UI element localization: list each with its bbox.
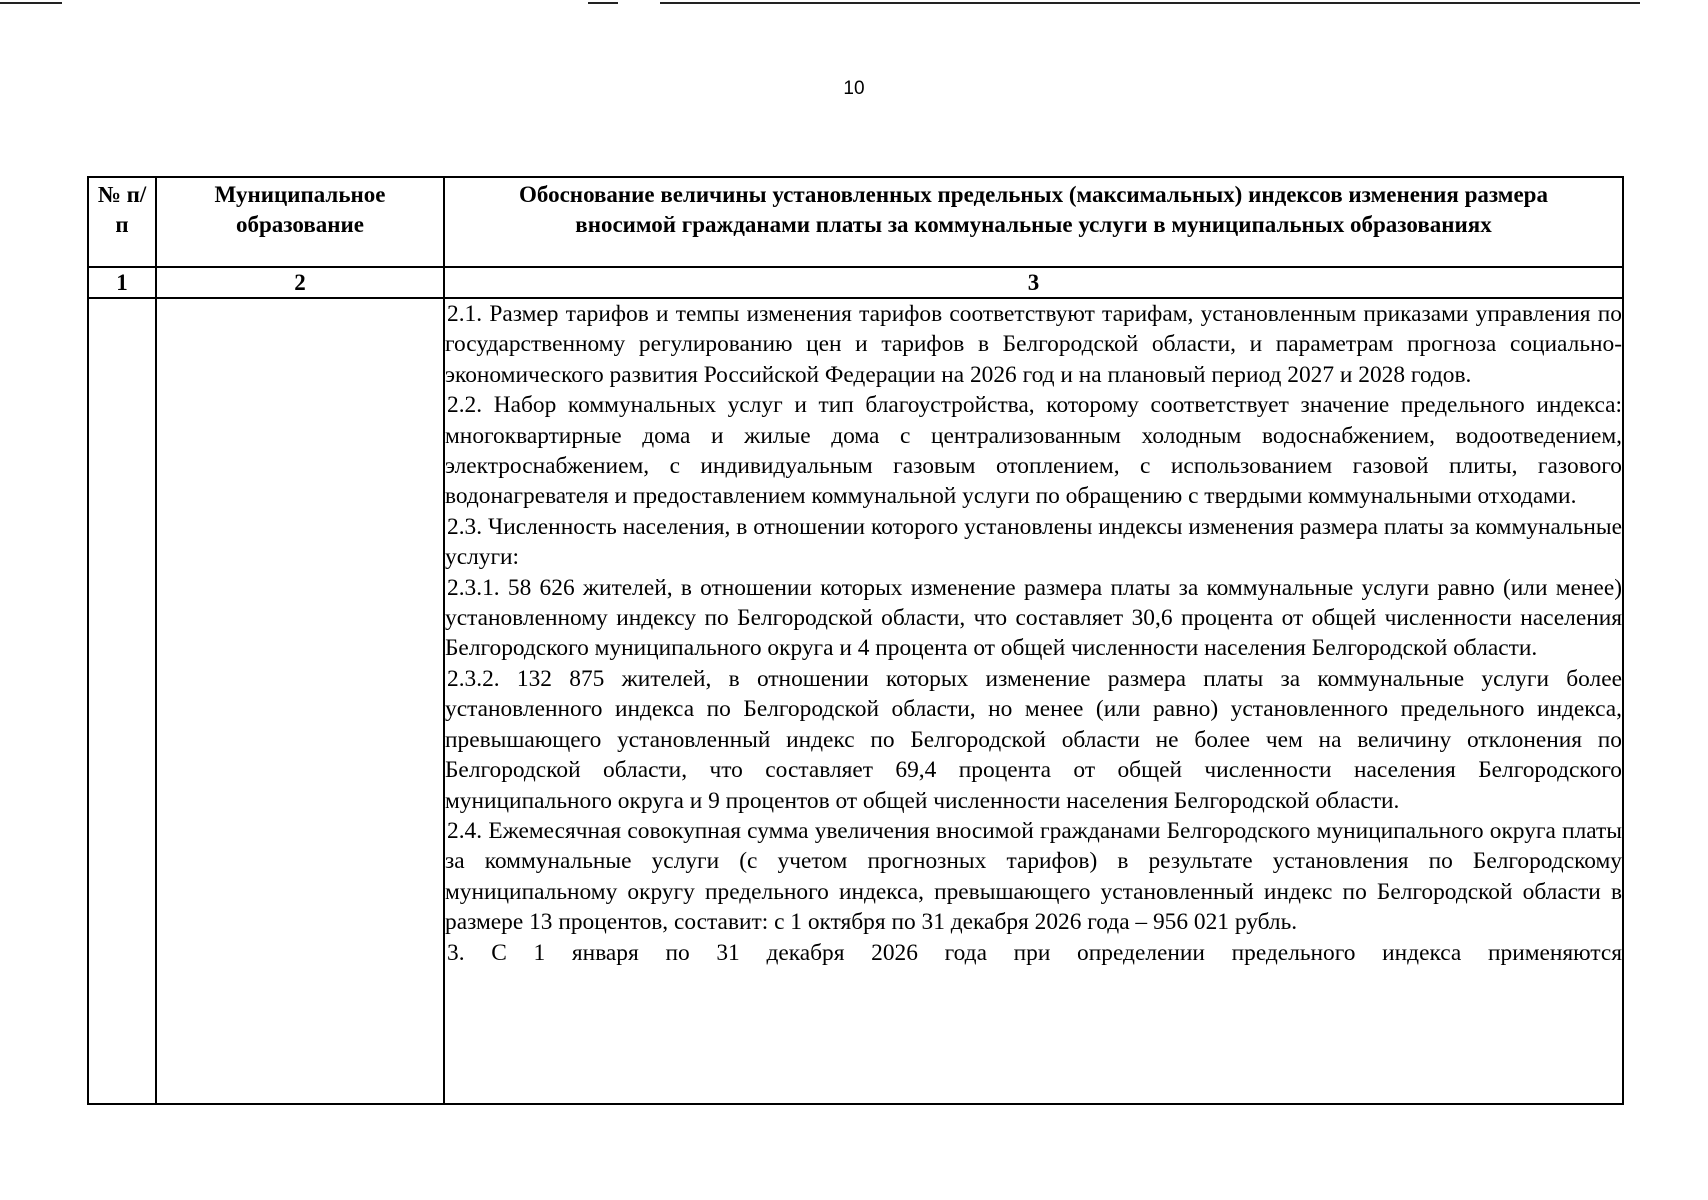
page-number: 10 (843, 78, 865, 99)
justification-cell (444, 298, 1623, 1104)
header-justification: Обоснование величины установленных предельных (максимальных) индексов изменения размера вносимой гражданами платы за коммунальные услуги в муниципальных образованиях (444, 177, 1623, 267)
paragraph-2-3-1: 2.3.1. 58 626 жителей, в отношении которых изменение размера платы за коммунальные услуги равно (или менее) установленному индексу по Белгородской области, что составляет 30,6 процента от общей численности населения Белгородского муниципального округа и 4 процента от общей численности населения Белгородской области. (445, 574, 1622, 662)
column-number-3: 3 (444, 267, 1623, 298)
scan-edge-line-right (660, 2, 1640, 4)
justification-table (87, 176, 1624, 1105)
header-municipality: Муниципальное образование (156, 177, 444, 267)
table-body-row (88, 298, 1623, 1104)
paragraph-2-4: 2.4. Ежемесячная совокупная сумма увеличения вносимой гражданами Белгородского муниципального округа платы за коммунальные услуги (с учетом прогнозных тарифов) в результате установления по Белгородскому муниципальному округу предельного индекса, превышающего установленный индекс по Белгородской области в размере 13 процентов, составит: с 1 октября по 31 декабря 2026 года – 956 021 рубль. (445, 817, 1622, 936)
number-cell (88, 298, 156, 1104)
paragraph-2-1: 2.1. Размер тарифов и темпы изменения тарифов соответствуют тарифам, установленным приказами управления по государственному регулированию цен и тарифов в Белгородской области, и параметрам прогноза социально-экономического развития Российской Федерации на 2026 год и на плановый период 2027 и 2028 годов. (445, 301, 1622, 388)
scan-edge-line-middle (588, 2, 618, 4)
scan-edge-line-left (0, 2, 62, 4)
paragraph-2-2: 2.2. Набор коммунальных услуг и тип благоустройства, которому соответствует значение предельного индекса: многоквартирные дома и жилые дома с централизованным холодным водоснабжением, водоотведением, электроснабжением, с индивидуальным газовым отоплением, с использованием газовой плиты, газового водонагревателя и предоставлением коммунальной услуги по обращению с твердыми коммунальными отходами. (445, 392, 1622, 510)
paragraph-2-3-2: 2.3.2. 132 875 жителей, в отношении которых изменение размера платы за коммунальные услуги более установленного индекса по Белгородской области, но менее (или равно) установленного предельного индекса, превышающего установленный индекс по Белгородской области не более чем на величину отклонения по Белгородской области, что составляет 69,4 процента от общей численности населения Белгородского муниципального округа и 9 процентов от общей численности населения Белгородской области. (445, 665, 1622, 814)
paragraph-3-cut: 3. С 1 января по 31 декабря 2026 года при определении предельного индекса применяются (447, 939, 1622, 966)
column-number-2: 2 (156, 267, 444, 298)
column-number-row (88, 267, 1623, 298)
municipality-cell (156, 298, 444, 1104)
column-number-1: 1 (88, 267, 156, 298)
header-number: № п/п (88, 177, 156, 267)
paragraph-2-3: 2.3. Численность населения, в отношении которого установлены индексы изменения размера платы за коммунальные услуги: (445, 513, 1622, 571)
table-header-row (88, 177, 1623, 267)
